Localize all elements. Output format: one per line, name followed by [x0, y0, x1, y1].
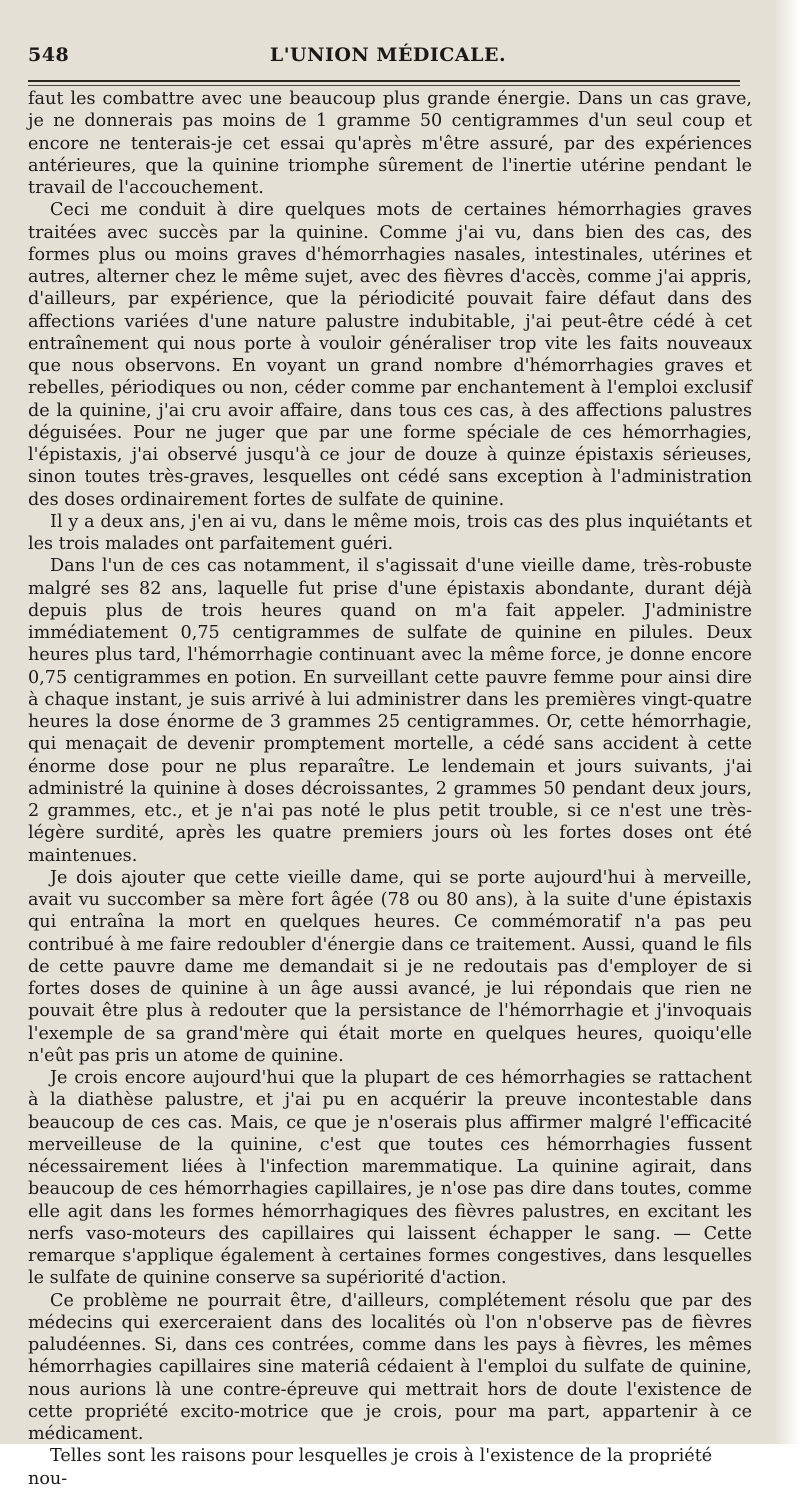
paragraph-probleme: Ce problème ne pourrait être, d'ailleurs, complétement résolu que par des médecins qui exerceraient dans des localités où l'on n'observe pas de fièvres paludéennes. Si, dans ces contrées, comme dans les pays à fièvres, les mêmes hémorrhagies capillaires sine materiâ cédaient à l'emploi du sulfate de quinine, nous aurions là une contre-épreuve qui mettrait hors de doute l'existence de cette propriété excito-motrice que je crois, pour ma part, appartenir à ce médicament.	[28, 1290, 752, 1444]
page-edge	[774, 0, 800, 1444]
paragraph-final-line: Telles sont les raisons pour lesquelles je crois à l'existence de la propriété nou-	[28, 1446, 713, 1489]
running-title: L'UNION MÉDICALE.	[269, 44, 507, 66]
paragraph-hemorrhagies: Ceci me conduit à dire quelques mots de certaines hémorrhagies graves traitées avec succès par la quinine. Comme j'ai vu, dans bien des cas, des formes plus ou moins graves d'hémorrhagies nasales, intestinales, utérines et autres, alterner chez le même sujet, avec des fièvres d'accès, comme j'ai appris, d'ailleurs, par expérience, que la périodicité pouvait faire défaut dans des affections variées d'une nature palustre indubitable, j'ai peut-être cédé à cet entraînement qui nous porte à vouloir généraliser trop vite les faits nouveaux que nous observons. En voyant un grand nombre d'hémorrhagies graves et rebelles, périodiques ou non, céder comme par enchantement à l'emploi exclusif de la quinine, j'ai cru avoir affaire, dans tous ces cas, à des affections palustres déguisées. Pour ne juger que par une forme spéciale de ces hémorrhagies, l'épistaxis, j'ai observé jusqu'à ce jour de douze à quinze épistaxis sérieuses, sinon toutes très-graves, lesquelles ont cédé sans exception à l'administration des doses ordinairement fortes de sulfate de quinine.	[28, 200, 752, 510]
header-rule	[28, 80, 740, 82]
article-body	[28, 88, 752, 1490]
running-header	[28, 44, 748, 74]
page-number: 548	[28, 44, 70, 66]
paragraph-continuation: faut les combattre avec une beaucoup plus grande énergie. Dans un cas grave, je ne donnerais pas moins de 1 gramme 50 centigrammes d'un seul coup et encore ne tenterais-je cet essai qu'après m'être assuré, par des expériences antérieures, que la quinine triomphe sûrement de l'inertie utérine pendant le travail de l'accouchement.	[28, 89, 752, 198]
paragraph-vieille-dame: Dans l'un de ces cas notamment, il s'agissait d'une vieille dame, très-robuste malgré ses 82 ans, laquelle fut prise d'une épistaxis abondante, durant déjà depuis plus de trois heures quand on m'a fait appeler. J'administre immédiatement 0,75 centigrammes de sulfate de quinine en pilules. Deux heures plus tard, l'hémorrhagie continuant avec la même force, je donne encore 0,75 centigrammes en potion. En surveillant cette pauvre femme pour ainsi dire à chaque instant, je suis arrivé à lui administrer dans les premières vingt-quatre heures la dose énorme de 3 grammes 25 centigrammes. Or, cette hémorrhagie, qui menaçait de devenir promptement mortelle, a cédé sans accident à cette énorme dose pour ne plus reparaître. Le lendemain et jours suivants, j'ai administré la quinine à doses décroissantes, 2 grammes 50 pendant deux jours, 2 grammes, etc., et je n'ai pas noté le plus petit trouble, si ce n'est une très-légère surdité, après les quatre premiers jours où les fortes doses ont été maintenues.	[28, 556, 752, 866]
header-rule-thin	[28, 85, 740, 86]
paragraph-ajouter: Je dois ajouter que cette vieille dame, qui se porte aujourd'hui à merveille, avait vu succomber sa mère fort âgée (78 ou 80 ans), à la suite d'une épistaxis qui entraîna la mort en quelques heures. Ce commémoratif n'a pas peu contribué à me faire redoubler d'énergie dans ce traitement. Aussi, quand le fils de cette pauvre dame me demandait si je ne redoutais pas d'employer de si fortes doses de quinine à un âge aussi avancé, je lui répondais que rien ne pouvait être plus à redouter que la persistance de l'hémorrhagie et j'invoquais l'exemple de sa grand'mère qui était morte en quelques heures, quoiqu'elle n'eût pas pris un atome de quinine.	[28, 867, 752, 1066]
paragraph-deux-ans: Il y a deux ans, j'en ai vu, dans le même mois, trois cas des plus inquiétants et les trois malades ont parfaitement guéri.	[28, 511, 752, 554]
paragraph-diathese: Je crois encore aujourd'hui que la plupart de ces hémorrhagies se rattachent à la diathèse palustre, et j'ai pu en acquérir la preuve incontestable dans beaucoup de ces cas. Mais, ce que je n'oserais plus affirmer malgré l'efficacité merveilleuse de la quinine, c'est que toutes ces hémorrhagies fussent nécessairement liées à l'infection maremmatique. La quinine agirait, dans beaucoup de ces hémorrhagies capillaires, je n'ose pas dire dans toutes, comme elle agit dans les formes hémorrhagiques des fièvres palustres, en excitant les nerfs vaso-moteurs des capillaires qui laissent échapper le sang. — Cette remarque s'applique également à certaines formes congestives, dans lesquelles le sulfate de quinine conserve sa supériorité d'action.	[28, 1068, 752, 1289]
